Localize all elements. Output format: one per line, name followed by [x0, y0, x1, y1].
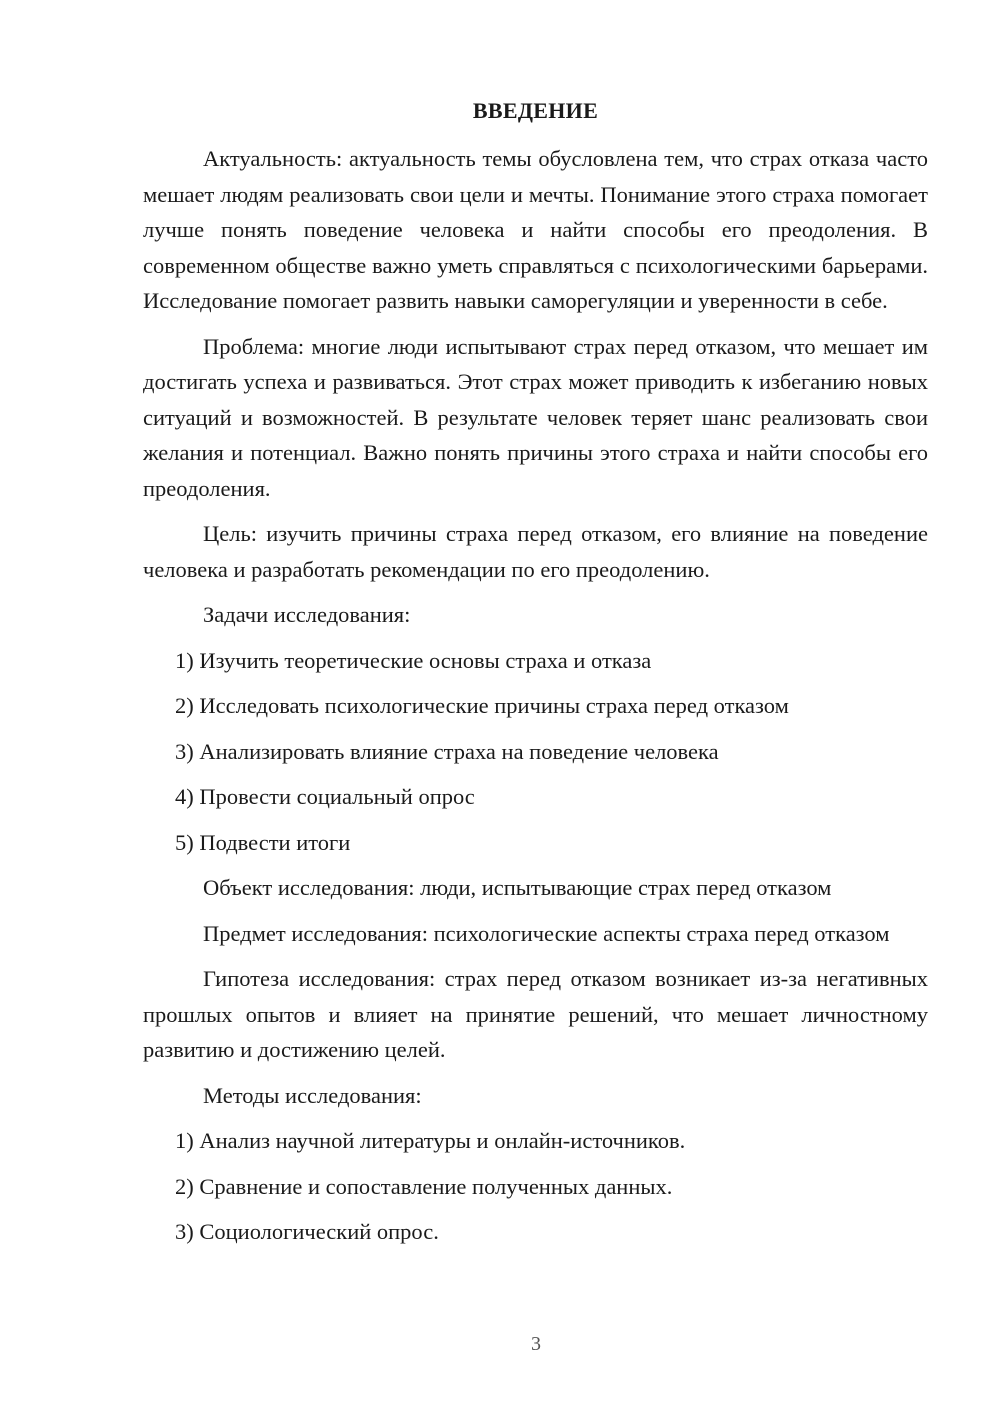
- object-paragraph: Объект исследования: люди, испытывающие страх перед отказом: [203, 875, 832, 900]
- problem-paragraph: Проблема: многие люди испытывают страх перед отказом, что мешает им достигать успеха и развиваться. Этот страх может приводить к избеганию новых ситуаций и возможностей. В результате человек теряет шанс реализовать свои желания и потенциал. Важно понять причины этого страха и найти способы его преодоления.: [143, 333, 928, 501]
- list-item: 1) Изучить теоретические основы страха и отказа: [175, 647, 652, 673]
- methods-list: [143, 1123, 928, 1250]
- list-item: 2) Сравнение и сопоставление полученных данных.: [175, 1173, 673, 1199]
- methods-heading: Методы исследования:: [203, 1082, 422, 1108]
- list-item: 5) Подвести итоги: [175, 829, 351, 855]
- tasks-list: [143, 643, 928, 861]
- list-item: 1) Анализ научной литературы и онлайн-источников.: [175, 1128, 686, 1153]
- page-number: 3: [531, 1333, 541, 1355]
- subject-paragraph: Предмет исследования: психологические аспекты страха перед отказом: [203, 920, 890, 946]
- goal-paragraph: Цель: изучить причины страха перед отказом, его влияние на поведение человека и разработать рекомендации по его преодолению.: [143, 521, 928, 582]
- section-title: ВВЕДЕНИЕ: [472, 98, 599, 123]
- list-item: 2) Исследовать психологические причины страха перед отказом: [175, 693, 789, 718]
- page-content: [143, 96, 928, 1260]
- relevance-paragraph: Актуальность: актуальность темы обусловлена тем, что страх отказа часто мешает людям реализовать свои цели и мечты. Понимание этого страха помогает лучше понять поведение человека и найти способы его преодоления. В современном обществе важно уметь справляться с психологическими барьерами. Исследование помогает развить навыки саморегуляции и уверенности в себе.: [143, 146, 928, 313]
- tasks-heading: Задачи исследования:: [203, 602, 411, 627]
- list-item: 4) Провести социальный опрос: [175, 784, 475, 809]
- list-item: 3) Анализировать влияние страха на поведение человека: [175, 738, 719, 764]
- list-item: 3) Социологический опрос.: [175, 1219, 439, 1244]
- hypothesis-paragraph: Гипотеза исследования: страх перед отказом возникает из-за негативных прошлых опытов и влияет на принятие решений, что мешает личностному развитию и достижению целей.: [143, 966, 928, 1062]
